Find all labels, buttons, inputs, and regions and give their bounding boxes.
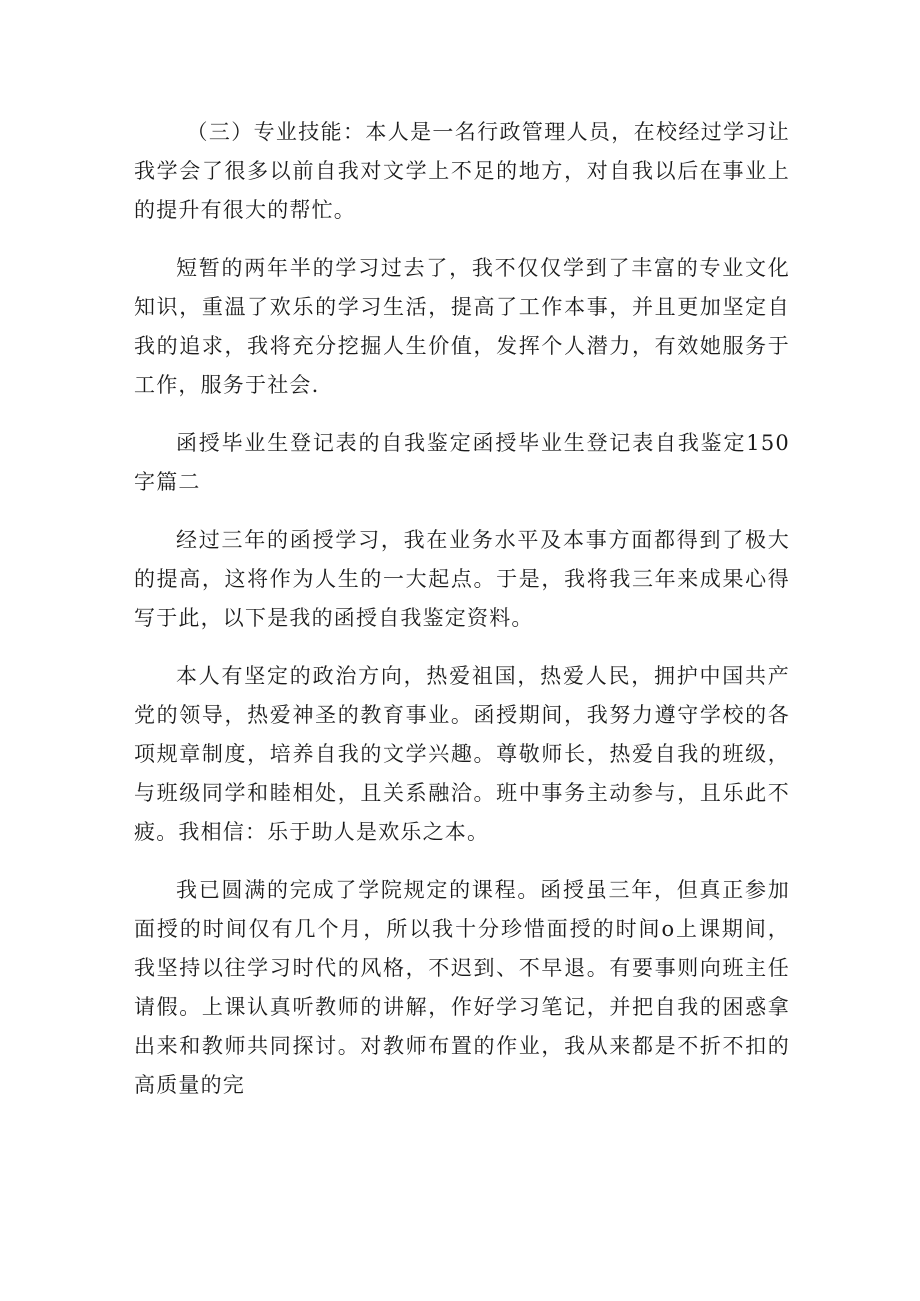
section-heading: 函授毕业生登记表的自我鉴定函授毕业生登记表自我鉴定150字篇二 [134,431,790,494]
paragraph-introduction: 经过三年的函授学习，我在业务水平及本事方面都得到了极大的提高，这将作为人生的一大起点。于是，我将我三年来成果心得写于此，以下是我的函授自我鉴定资料。 [134,528,790,630]
paragraph-study-summary: 短暂的两年半的学习过去了，我不仅仅学到了丰富的专业文化知识，重温了欢乐的学习生活，提高了工作本事，并且更加坚定自我的追求，我将充分挖掘人生价值，发挥个人潜力，有效她服务于工作，服务于社会. [134,256,790,397]
document-body [134,113,790,1124]
paragraph-coursework: 我已圆满的完成了学院规定的课程。函授虽三年，但真正参加面授的时间仅有几个月，所以我十分珍惜面授的时间o上课期间，我坚持以往学习时代的风格，不迟到、不早退。有要事则向班主任请假。上课认真听教师的讲解，作好学习笔记，并把自我的困惑拿出来和教师共同探讨。对教师布置的作业，我从来都是不折不扣的高质量的完 [134,878,790,1097]
paragraph-professional-skills: （三）专业技能：本人是一名行政管理人员，在校经过学习让我学会了很多以前自我对文学上不足的地方，对自我以后在事业上的提升有很大的帮忙。 [134,120,790,222]
paragraph-political-stance: 本人有坚定的政治方向，热爱祖国，热爱人民，拥护中国共产党的领导，热爱神圣的教育事业。函授期间，我努力遵守学校的各项规章制度，培养自我的文学兴趣。尊敬师长，热爱自我的班级，与班级同学和睦相处，且关系融洽。班中事务主动参与，且乐此不疲。我相信：乐于助人是欢乐之本。 [134,664,790,844]
